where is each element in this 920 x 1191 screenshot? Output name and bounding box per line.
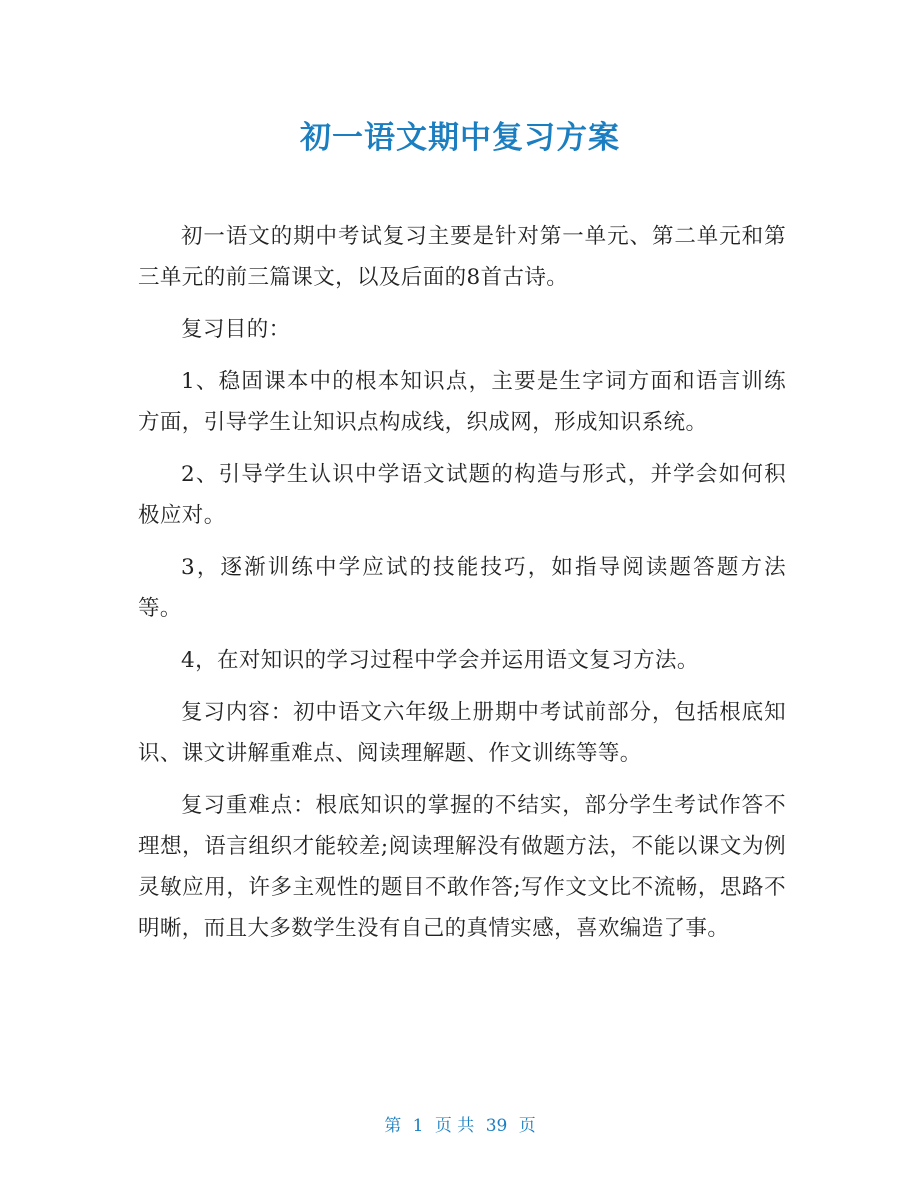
paragraph: 1、稳固课本中的根本知识点，主要是生字词方面和语言训练方面，引导学生让知识点构成线，织成网，形成知识系统。 (138, 369, 786, 435)
footer-current-page: 1 (412, 1116, 424, 1136)
footer-middle: 页 共 (434, 1116, 475, 1136)
document-body (138, 216, 786, 960)
paragraph: 复习重难点：根底知识的掌握的不结实，部分学生考试作答不理想，语言组织才能较差;阅读理解没有做题方法，不能以课文为例灵敏应用，许多主观性的题目不敢作答;写作文文比不流畅，思路不明晰，而且大多数学生没有自己的真情实感，喜欢编造了事。 (138, 793, 786, 941)
page-title: 初一语文期中复习方案 (300, 120, 620, 156)
paragraph: 4，在对知识的学习过程中学会并运用语文复习方法。 (181, 648, 699, 673)
page-footer (0, 1112, 920, 1140)
paragraph: 复习目的： (181, 317, 291, 342)
paragraph: 复习内容：初中语文六年级上册期中考试前部分，包括根底知识、课文讲解重难点、阅读理解题、作文训练等等。 (138, 700, 786, 766)
footer-prefix: 第 (384, 1116, 402, 1136)
footer-suffix: 页 (518, 1116, 536, 1136)
footer-total-pages: 39 (485, 1116, 508, 1136)
paragraph: 2、引导学生认识中学语文试题的构造与形式，并学会如何积极应对。 (138, 462, 786, 528)
paragraph: 初一语文的期中考试复习主要是针对第一单元、第二单元和第三单元的前三篇课文，以及后面的8首古诗。 (138, 224, 786, 290)
paragraph: 3，逐渐训练中学应试的技能技巧，如指导阅读题答题方法等。 (138, 555, 786, 621)
